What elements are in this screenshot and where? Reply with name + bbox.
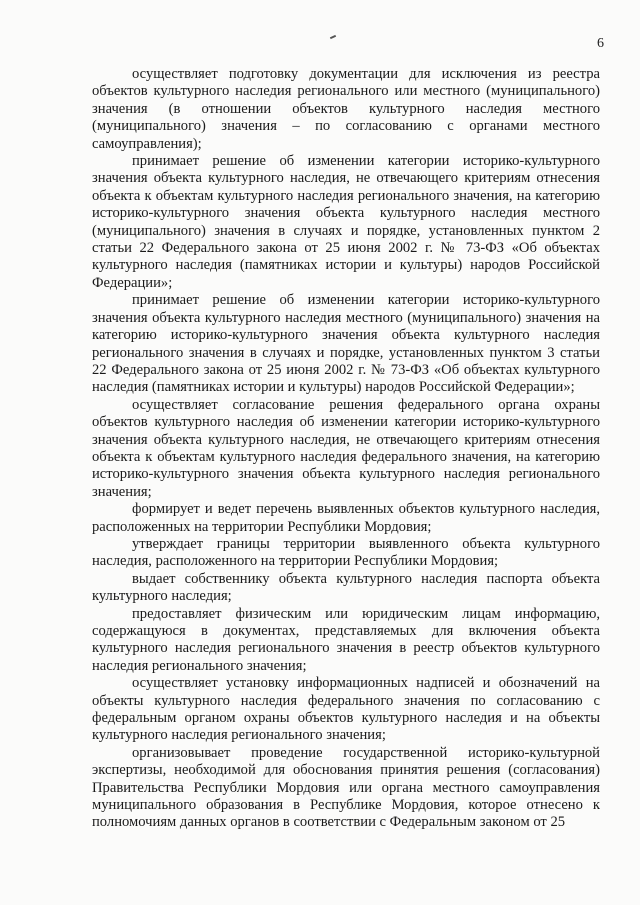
paragraph-7: выдает собственнику объекта культурного наследия паспорта объекта культурного наследия; <box>92 570 600 605</box>
paragraph-9: осуществляет установку информационных надписей и обозначений на объекты культурного наследия федерального значения по согласованию с федеральным органом охраны объектов культурного наследия и на объекты культурного наследия регионального значения; <box>92 675 600 744</box>
scan-artifact <box>330 35 336 39</box>
paragraph-10: организовывает проведение государственной историко-культурной экспертизы, необходимой для обоснования принятия решения (согласования) Правительства Республики Мордовия или органа местного самоуправления муниципального образования в Республике Мордовия, которое отнесено к полномочиям данных органов в соответствии с Федеральным законом от 25 <box>92 744 600 831</box>
paragraph-4: осуществляет согласование решения федерального органа охраны объектов культурного наследия об изменении категории историко-культурного значения объекта культурного наследия, не отвечающего критериям отнесения объекта к объектам культурного наследия федерального значения, на категорию историко-культурного значения объекта культурного наследия регионального значения; <box>92 396 600 500</box>
paragraph-2: принимает решение об изменении категории историко-культурного значения объекта культурного наследия, не отвечающего критериям отнесения объекта к объектам культурного наследия регионального значения, на категорию историко-культурного значения объекта культурного наследия местного (муниципального) значения в случаях и порядке, установленных пунктом 2 статьи 22 Федерального закона от 25 июня 2002 г. № 73-ФЗ «Об объектах культурного наследия (памятниках истории и культуры) народов Российской Федерации»; <box>92 153 600 291</box>
paragraph-3: принимает решение об изменении категории историко-культурного значения объекта культурного наследия местного (муниципального) значения на категорию историко-культурного значения объекта культурного наследия регионального значения в случаях и порядке, установленных пунктом 3 статьи 22 Федерального закона от 25 июня 2002 г. № 73-ФЗ «Об объектах культурного наследия (памятниках истории и культуры) народов Российской Федерации»; <box>92 292 600 396</box>
paragraph-6: утверждает границы территории выявленного объекта культурного наследия, расположенного на территории Республики Мордовия; <box>92 535 600 570</box>
paragraph-8: предоставляет физическим или юридическим лицам информацию, содержащуюся в документах, представляемых для включения объекта культурного наследия регионального значения в реестр объектов культурного наследия регионального значения; <box>92 605 600 674</box>
paragraph-5: формирует и ведет перечень выявленных объектов культурного наследия, расположенных на территории Республики Мордовия; <box>92 501 600 535</box>
document-body <box>92 66 600 832</box>
paragraph-1: осуществляет подготовку документации для исключения из реестра объектов культурного наследия регионального или местного (муниципального) значения (в отношении объектов культурного наследия местного (муниципального) значения – по согласованию с органами местного самоуправления); <box>92 66 600 152</box>
page-number: 6 <box>597 36 604 51</box>
